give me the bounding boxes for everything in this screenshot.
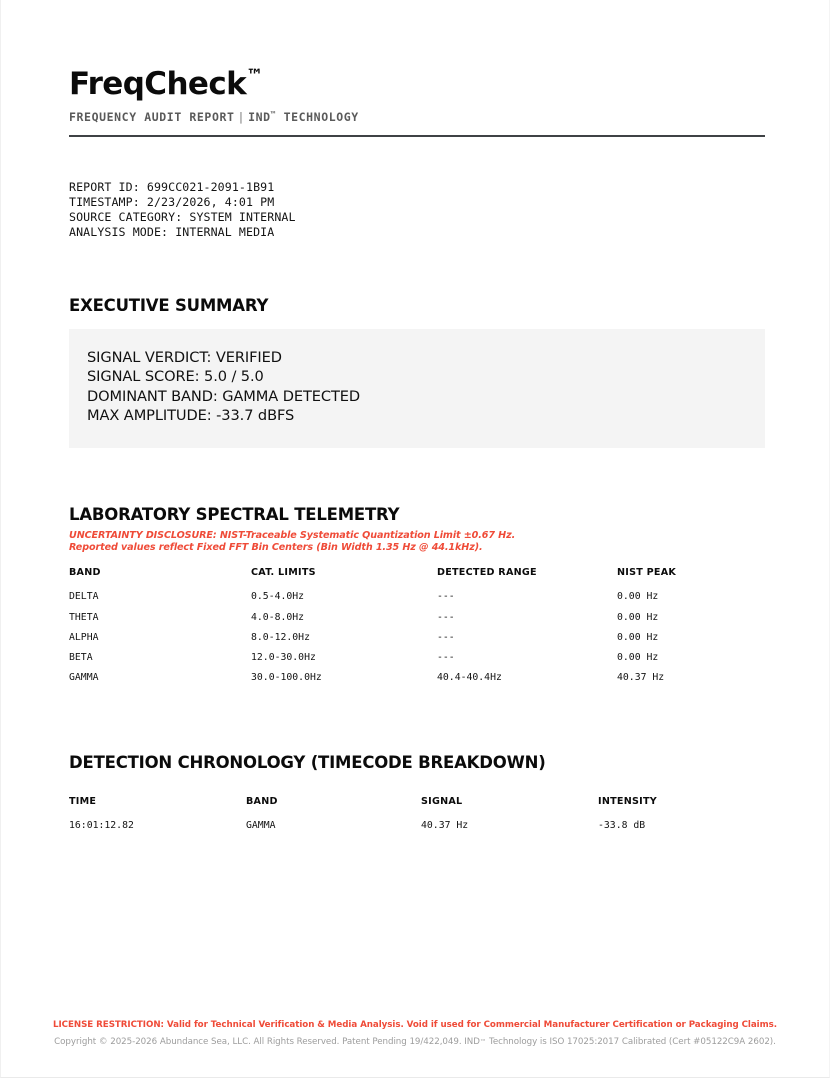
subtitle-separator: |	[237, 109, 246, 124]
cell-limits: 0.5-4.0Hz	[251, 591, 305, 603]
cell-band: GAMMA	[69, 672, 99, 684]
page-title	[69, 0, 765, 101]
cell-limits: 30.0-100.0Hz	[251, 672, 322, 684]
header-divider	[69, 135, 765, 137]
table-row	[69, 667, 765, 687]
cell-range: ---	[437, 631, 455, 643]
cell-band: ALPHA	[69, 631, 99, 643]
telemetry-col-detected-range: DETECTED RANGE	[437, 566, 537, 578]
copyright-trademark-symbol: ™	[479, 1038, 487, 1046]
cell-time: 16:01:12.82	[69, 820, 134, 832]
subtitle-left: FREQUENCY AUDIT REPORT	[69, 109, 235, 124]
license-restriction-text: LICENSE RESTRICTION: Valid for Technical Verification & Media Analysis. Void if used for Commercial Manufacturer Certification or Packaging Claims.	[53, 1020, 777, 1030]
executive-summary-box	[69, 329, 765, 448]
summary-max-amplitude: MAX AMPLITUDE: -33.7 dBFS	[87, 407, 295, 425]
chronology-col-time: TIME	[69, 795, 97, 807]
telemetry-header-row	[69, 567, 765, 587]
meta-analysis-mode: ANALYSIS MODE: INTERNAL MEDIA	[69, 224, 275, 239]
report-metadata	[69, 180, 765, 240]
copyright-text	[1, 1036, 829, 1048]
telemetry-col-band: BAND	[69, 566, 101, 578]
report-subtitle	[69, 110, 765, 124]
brand-name: FreqCheck	[69, 66, 247, 102]
summary-signal-score: SIGNAL SCORE: 5.0 / 5.0	[87, 368, 264, 386]
subtitle-right-tail: TECHNOLOGY	[276, 109, 359, 124]
chronology-col-band: BAND	[246, 795, 278, 807]
chronology-col-intensity: INTENSITY	[598, 795, 657, 807]
table-row	[69, 607, 765, 627]
cell-range: 40.4-40.4Hz	[437, 672, 502, 684]
disclosure-line-2: Reported values reflect Fixed FFT Bin Centers (Bin Width 1.35 Hz @ 44.1kHz).	[69, 542, 483, 554]
telemetry-col-nist-peak: NIST PEAK	[617, 566, 677, 578]
cell-limits: 12.0-30.0Hz	[251, 651, 316, 663]
cell-peak: 0.00 Hz	[617, 631, 659, 643]
subtitle-brand: IND	[248, 109, 271, 124]
report-content	[69, 0, 765, 836]
cell-peak: 0.00 Hz	[617, 591, 659, 603]
cell-signal: 40.37 Hz	[421, 820, 469, 832]
cell-intensity: -33.8 dB	[598, 820, 646, 832]
executive-summary-heading: EXECUTIVE SUMMARY	[69, 295, 269, 315]
summary-signal-verdict: SIGNAL VERDICT: VERIFIED	[87, 348, 282, 366]
uncertainty-disclosure	[69, 530, 765, 555]
table-row	[69, 627, 765, 647]
cell-band: GAMMA	[246, 820, 276, 832]
telemetry-table	[69, 567, 765, 688]
cell-limits: 8.0-12.0Hz	[251, 631, 310, 643]
table-row	[69, 647, 765, 667]
disclosure-line-1: UNCERTAINTY DISCLOSURE: NIST-Traceable Systematic Quantization Limit ±0.67 Hz.	[69, 529, 516, 541]
cell-range: ---	[437, 611, 455, 623]
chronology-col-signal: SIGNAL	[421, 795, 463, 807]
telemetry-heading: LABORATORY SPECTRAL TELEMETRY	[69, 504, 400, 524]
table-row	[69, 587, 765, 607]
meta-timestamp: TIMESTAMP: 2/23/2026, 4:01 PM	[69, 194, 275, 209]
cell-peak: 40.37 Hz	[617, 672, 665, 684]
copyright-post: Technology is ISO 17025:2017 Calibrated (Cert #05122C9A 2602).	[486, 1037, 776, 1047]
telemetry-col-cat-limits: CAT. LIMITS	[251, 566, 316, 578]
cell-range: ---	[437, 651, 455, 663]
chronology-table	[69, 796, 765, 836]
chronology-heading: DETECTION CHRONOLOGY (TIMECODE BREAKDOWN)	[69, 752, 546, 772]
chronology-header-row	[69, 796, 765, 816]
cell-band: THETA	[69, 611, 99, 623]
copyright-pre: Copyright © 2025-2026 Abundance Sea, LLC. All Rights Reserved. Patent Pending 19/422,049. IND	[54, 1037, 480, 1047]
cell-peak: 0.00 Hz	[617, 611, 659, 623]
summary-dominant-band: DOMINANT BAND: GAMMA DETECTED	[87, 387, 361, 405]
meta-report-id: REPORT ID: 699CC021-2091-1B91	[69, 179, 275, 194]
cell-limits: 4.0-8.0Hz	[251, 611, 305, 623]
cell-band: BETA	[69, 651, 93, 663]
table-row	[69, 816, 765, 836]
cell-peak: 0.00 Hz	[617, 651, 659, 663]
page-footer	[1, 1019, 829, 1048]
trademark-symbol: ™	[246, 66, 264, 86]
cell-range: ---	[437, 591, 455, 603]
cell-band: DELTA	[69, 591, 99, 603]
subtitle-trademark-symbol: ™	[270, 109, 277, 119]
meta-source-category: SOURCE CATEGORY: SYSTEM INTERNAL	[69, 209, 296, 224]
